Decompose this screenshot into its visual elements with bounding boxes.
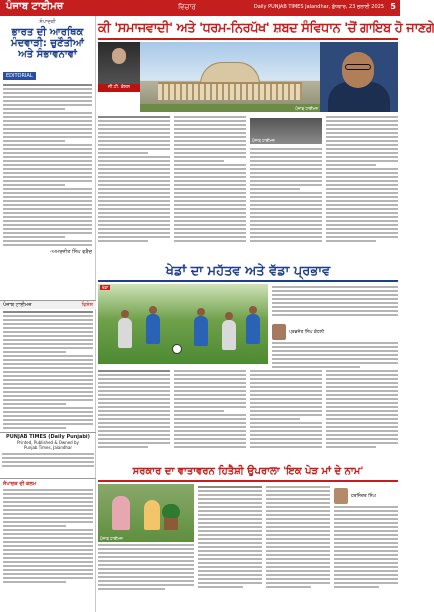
main-story-column: [326, 114, 398, 256]
masthead-line: Printed, Published & Owned by: [17, 440, 79, 445]
editorial-tag: EDITORIAL: [3, 72, 36, 80]
avatar: [272, 324, 286, 340]
environment-headline: ਸਰਕਾਰ ਦਾ ਵਾਤਾਵਰਨ ਹਿਤੈਸ਼ੀ ਉਪਰਾਲਾ 'ਇਕ ਪੇੜ ਮਾਂ ਦੇ ਨਾਮ': [98, 462, 398, 482]
environment-story-column: [198, 484, 262, 610]
environment-photo-tag: ਪੰਜਾਬ ਟਾਈਮਜ਼: [100, 536, 123, 541]
editorial-column-heading: ਸੰਪਾਦਕੀ: [39, 19, 56, 25]
environment-story-body: [98, 484, 398, 610]
environment-author-name: ਹਰਜਿੰਦਰ ਸਿੰਘ: [351, 494, 376, 499]
editorial-title: ਭਾਰਤ ਦੀ ਆਰਥਿਕ ਮੰਦਵਾੜੀ: ਚੁਣੌਤੀਆਂ ਅਤੇ ਸੰਭਾਵਨਾਵਾਂ: [11, 27, 84, 60]
left-bottom-box: [0, 478, 96, 585]
sports-side-column: [272, 284, 398, 364]
ambedkar-portrait-photo: [320, 42, 398, 112]
sports-author: [272, 324, 398, 340]
sports-story-column: [250, 368, 322, 458]
sports-story-column: [98, 368, 170, 458]
main-story-column: [174, 114, 246, 256]
sports-photo-tag: ਖੇਡਾਂ: [102, 285, 109, 290]
inset-photo: [250, 118, 322, 144]
editorial-byline: -ਅਮਰਜੀਤ ਸਿੰਘ ਵੜੈਚ: [49, 249, 92, 255]
environment-story-column: [334, 484, 398, 610]
page-header-bar: [0, 0, 400, 16]
issue-meta: Daily PUNJAB TIMES Jalandhar, ਬੁੱਧਵਾਰ, 23 ਜੁਲਾਈ 2025: [253, 4, 384, 10]
left-feature-box: [0, 300, 96, 431]
environment-author: [334, 488, 398, 504]
inset-photo-label: ਪੰਜਾਬ ਟਾਈਮਜ਼: [252, 138, 275, 143]
newspaper-logo: ਪੰਜਾਬ ਟਾਈਮਜ਼: [6, 1, 64, 12]
sports-headline: ਖੇਡਾਂ ਦਾ ਮਹੱਤਵ ਅਤੇ ਵੱਡਾ ਪ੍ਰਭਾਵ: [98, 262, 398, 282]
avatar: [334, 488, 348, 504]
section-label: ਵਿਚਾਰ: [178, 3, 196, 11]
editorial-body: [0, 84, 95, 246]
author-portrait: [98, 42, 140, 92]
hero-photo-tag: ਪੰਜਾਬ ਟਾਈਮਜ਼: [295, 106, 318, 111]
masthead-title: PUNJAB TIMES (Daily Punjabi): [6, 434, 90, 440]
masthead-box: [0, 432, 96, 472]
left-feature-brand: ਪੰਜਾਬ ਟਾਈਮਜ਼: [3, 302, 32, 308]
football-photo: [98, 284, 268, 364]
portrait-caption: ਜੀ.ਟੀ. ਕੋਸ਼ਲ: [98, 84, 140, 92]
tree-planting-photo: [98, 484, 194, 542]
left-feature-label: ਵਿਸ਼ੇਸ਼: [81, 302, 93, 308]
main-story-body: [98, 114, 398, 256]
main-story-column: [250, 114, 322, 256]
parliament-photo: [140, 42, 320, 112]
page-number: 5: [390, 2, 396, 11]
main-headline: ਕੀ 'ਸਮਾਜਵਾਦੀ' ਅਤੇ 'ਧਰਮ-ਨਿਰਪੱਖ' ਸ਼ਬਦ ਸੰਵਿਧਾਨ 'ਚੋਂ ਗਾਇਬ ਹੋ ਜਾਣਗੇ: [98, 18, 398, 40]
sports-story-body: [98, 368, 398, 458]
main-story-column: [98, 114, 170, 256]
environment-story-column: [266, 484, 330, 610]
left-bottom-heading: ਸੰਪਾਦਕ ਦੀ ਕਲਮ: [3, 481, 37, 487]
masthead-line: Punjab Times, Jalandhar: [23, 445, 73, 450]
sports-story-column: [326, 368, 398, 458]
sports-author-name: ਪ੍ਰਭਜੋਤ ਸਿੰਘ ਕੋਹਲੀ: [289, 330, 325, 335]
environment-photo-column: [98, 484, 194, 610]
sports-story-column: [174, 368, 246, 458]
left-feature-header: [0, 301, 96, 309]
